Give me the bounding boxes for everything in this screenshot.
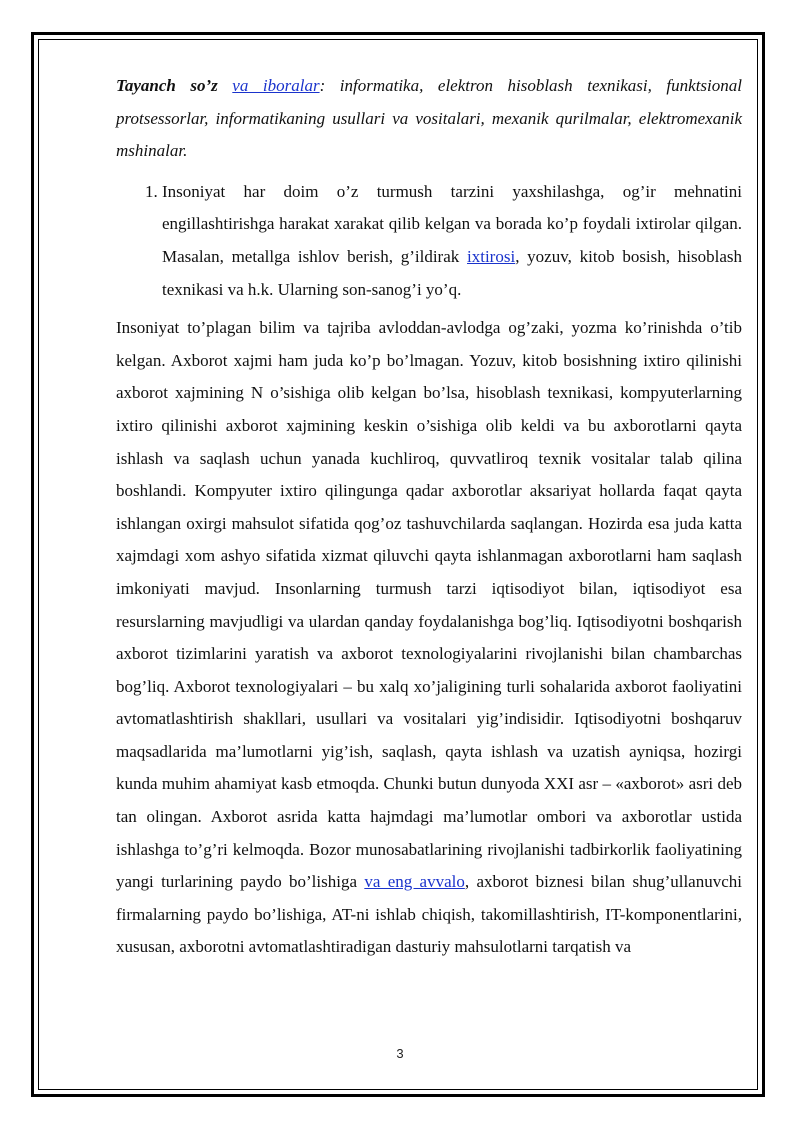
body-paragraph-link[interactable]: va eng avvalo	[364, 872, 465, 892]
list-item	[162, 176, 742, 306]
list-item-link[interactable]: ixtirosi	[467, 246, 516, 266]
keywords-text: informatika, elektron hisoblash texnikasi, funktsional protsessorlar, informatikaning usullari va vositalari, mexanik qurilmalar, elektromexanik mshinalar.	[116, 76, 742, 161]
keywords-link[interactable]: va iboralar	[232, 76, 320, 95]
keywords-paragraph	[116, 70, 742, 168]
keywords-label: Tayanch so’z	[116, 76, 233, 95]
list-item-text-start: Insoniyat har doim o’z turmush tarzini yaxshilashga, og’ir mehnatini engillashtirishga harakat xarakat qilib kelgan va borada ko’p foydali ixtirolar qilgan. Masalan, metallga ishlov berish, g’ildirak	[162, 181, 742, 266]
numbered-list	[116, 176, 742, 306]
body-paragraph-text-end: , axborot biznesi bilan shug’ullanuvchi firmalarning paydo bo’lishiga, AT-ni ishlab chiqish, takomillashtirish, IT-komponentlarini, xususan, axborotni avtomatlashtiradigan dasturiy mahsulotlarni tarqatish va	[116, 872, 742, 957]
body-paragraph-text-start: Insoniyat to’plagan bilim va tajriba avloddan-avlodga og’zaki, yozma ko’rinishda o’tib kelgan. Axborot xajmi ham juda ko’p bo’lmagan. Yozuv, kitob bosishning ixtiro qilinishi axborot xajmining N o’sishiga olib kelgan bo’lsa, hisoblash texnikasi, kompyuterlarning ixtiro qilinishi axborot xajmining keskin o’sishiga olib keldi va bu axborotlarni qayta ishlash va saqlash uchun yanada kuchliroq, quvvatliroq texnik vositalar talab qilina boshlandi. Kompyuter ixtiro qilingunga qadar axborotlar aksariyat hollarda faqat qayta ishlangan oxirgi mahsulot sifatida qog’oz tashuvchilarda saqlangan. Hozirda esa juda katta xajmdagi xom ashyo sifatida xizmat qiluvchi qayta ishlanmagan axborotlarni ham saqlash imkoniyati mavjud. Insonlarning turmush tarzi iqtisodiyot bilan, iqtisodiyot esa resurslarning mavjudligi va ulardan qanday foydalanishga bog’liq. Iqtisodiyotni boshqarish axborot tizimlarini yaratish va axborot texnologiyalarini rivojlanishi bilan chambarchas bog’liq. Axborot texnologiyalari – bu xalq xo’jaligining turli sohalarida axborot faoliyatini avtomatlashtirish shakllari, usullari va vositalari yig’indisidir. Iqtisodiyotni boshqaruv maqsadlarida ma’lumotlarni yig’ish, saqlash, qayta ishlash va uzatish ayniqsa, hozirgi kunda muhim ahamiyat kasb etmoqda. Chunki butun dunyoda XXI asr – «axborot» asri deb tan olingan. Axborot asrida katta hajmdagi ma’lumotlar ombori va axborotlar ustida ishlashga to’g’ri kelmoqda. Bozor munosabatlarining rivojlanishi tadbirkorlik faoliyatining yangi turlarining paydo bo’lishiga	[116, 318, 742, 892]
page-number: 3	[396, 1046, 404, 1061]
document-body	[116, 70, 742, 964]
keywords-colon: :	[319, 76, 326, 95]
list-item-text-end: , yozuv, kitob bosish, hisoblash texnikasi va h.k. Ularning son-sanog’i yo’q.	[162, 246, 742, 299]
body-paragraph	[116, 312, 742, 964]
